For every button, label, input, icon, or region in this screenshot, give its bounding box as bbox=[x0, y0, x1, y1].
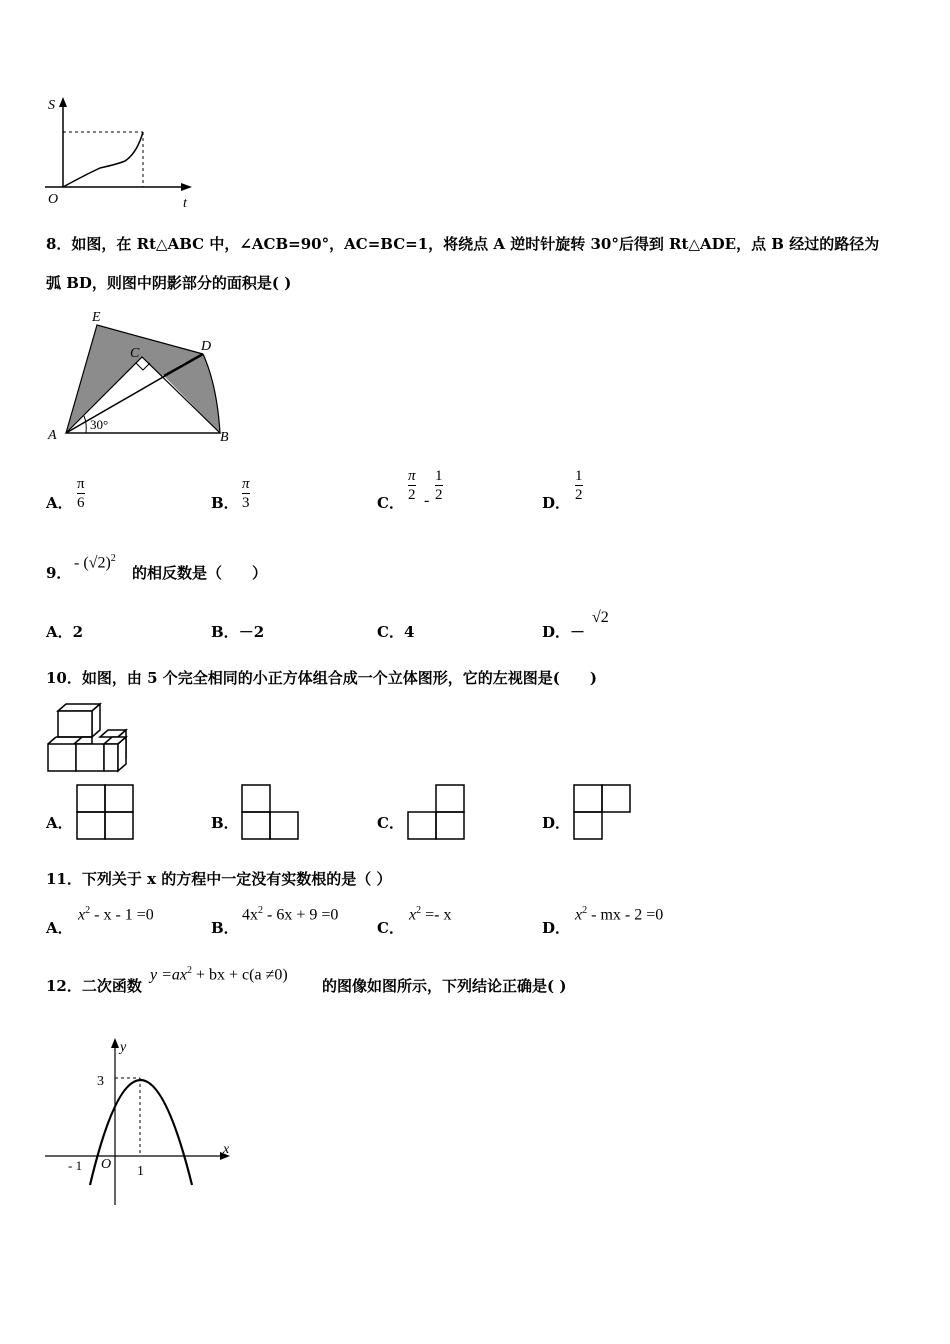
x-axis-arrow bbox=[181, 183, 192, 191]
q12-equation: $y =ax^2$ + bx + c(a ≠0) bbox=[150, 965, 288, 984]
q8-stem-line1: 8．如图，在 Rt△ABC 中，∠ACB=90°，AC=BC=1，将绕点 A 逆时针旋转 30°后得到 Rt△ADE，点 B 经过的路径为 bbox=[46, 235, 880, 253]
q9-option-d-sqrt: √2 bbox=[592, 609, 609, 626]
q11-option-d-letter[interactable]: D． bbox=[542, 919, 571, 937]
bottom-cube-mid bbox=[76, 744, 104, 771]
q9-option-a[interactable]: A．2 bbox=[46, 623, 84, 641]
q11-option-c-letter[interactable]: C． bbox=[377, 919, 404, 937]
q10-stem: 10．如图，由 5 个完全相同的小正方体组合成一个立体图形，它的左视图是( ) bbox=[46, 669, 597, 687]
q8-option-c-letter[interactable]: C． bbox=[377, 494, 404, 512]
label-y: y bbox=[120, 1040, 127, 1055]
q10-option-a-figure[interactable] bbox=[76, 784, 136, 842]
q8-option-d-fraction bbox=[575, 468, 583, 503]
q9-expression bbox=[74, 553, 116, 572]
s-t-curve bbox=[63, 132, 143, 187]
q10-option-b-letter[interactable]: B． bbox=[211, 814, 239, 832]
denominator: 2 bbox=[408, 487, 416, 503]
top-cube-front bbox=[58, 711, 92, 737]
q10-option-c-figure[interactable] bbox=[407, 784, 467, 842]
numerator: 1 bbox=[575, 468, 583, 484]
q9-option-d[interactable]: D．－ bbox=[542, 623, 586, 641]
q10-option-b-figure[interactable] bbox=[241, 784, 301, 842]
q11-option-b-letter[interactable]: B． bbox=[211, 919, 239, 937]
q10-option-c-letter[interactable]: C． bbox=[377, 814, 404, 832]
q8-option-a-fraction bbox=[77, 476, 85, 511]
q12-number: 12．二次函数 bbox=[46, 977, 142, 995]
numerator: π bbox=[408, 468, 416, 484]
q10-option-d-letter[interactable]: D． bbox=[542, 814, 571, 832]
q12-stem: 的图像如图所示，下列结论正确是( ) bbox=[322, 977, 567, 995]
denominator: 3 bbox=[242, 495, 250, 511]
label-e: E bbox=[92, 310, 101, 325]
q9-option-c[interactable]: C．4 bbox=[377, 623, 415, 641]
s-t-graph bbox=[40, 95, 200, 210]
q9-option-b[interactable]: B．－2 bbox=[211, 623, 265, 641]
q8-option-b-fraction bbox=[242, 476, 250, 511]
q11-option-a-letter[interactable]: A． bbox=[46, 919, 73, 937]
numerator: π bbox=[77, 476, 85, 492]
label-x: x bbox=[223, 1142, 230, 1157]
q9-number: 9． bbox=[46, 564, 72, 582]
axis-label-t: t bbox=[183, 196, 187, 210]
q10-option-d-figure[interactable] bbox=[573, 784, 633, 842]
y-axis-arrow bbox=[59, 97, 67, 107]
q11-option-c-equation: $x^2 =- x$ bbox=[409, 905, 452, 924]
label-tick-1: 1 bbox=[137, 1164, 144, 1179]
label-tick-neg1: - 1 bbox=[68, 1158, 83, 1173]
q11-option-a-equation: $x^2 - x - 1 =0$ bbox=[78, 905, 154, 924]
label-angle-30: 30° bbox=[90, 417, 109, 432]
q11-option-b-equation: $4x^2 - 6x + 9 =0$ bbox=[242, 905, 339, 924]
q11-option-d-equation: $x^2$ - mx - 2 =0 bbox=[575, 905, 664, 924]
numerator: π bbox=[242, 476, 250, 492]
q8-option-b-letter[interactable]: B． bbox=[211, 494, 239, 512]
denominator: 2 bbox=[435, 487, 443, 503]
q8-stem-line2: 弧 BD，则图中阴影部分的面积是( ) bbox=[46, 274, 292, 292]
q10-cube-figure bbox=[44, 700, 134, 775]
q8-option-d-letter[interactable]: D． bbox=[542, 494, 571, 512]
label-origin: O bbox=[101, 1157, 112, 1172]
denominator: 2 bbox=[575, 487, 583, 503]
q9-stem: 的相反数是（ ） bbox=[132, 564, 268, 582]
axis-label-s: S bbox=[48, 98, 55, 113]
q8-option-c-fraction2 bbox=[435, 468, 443, 503]
y-axis-arrow bbox=[111, 1038, 119, 1048]
q8-option-c-fraction1 bbox=[408, 468, 416, 503]
label-d: D bbox=[201, 339, 212, 354]
q8-option-c-minus: - bbox=[424, 492, 430, 509]
expr-exponent: 2 bbox=[110, 553, 116, 564]
q8-option-a-letter[interactable]: A． bbox=[46, 494, 73, 512]
bottom-cube-left bbox=[48, 744, 76, 771]
q11-stem: 11．下列关于 x 的方程中一定没有实数根的是（ ） bbox=[46, 870, 392, 888]
origin-label: O bbox=[48, 192, 59, 207]
expr-base: - (√2) bbox=[74, 554, 111, 572]
denominator: 6 bbox=[77, 495, 85, 511]
label-c: C bbox=[130, 346, 140, 361]
label-b: B bbox=[220, 430, 229, 445]
numerator: 1 bbox=[435, 468, 443, 484]
q12-parabola-graph bbox=[40, 1035, 240, 1210]
label-a: A bbox=[48, 428, 57, 443]
q10-option-a-letter[interactable]: A． bbox=[46, 814, 73, 832]
q8-rotation-figure bbox=[42, 305, 242, 450]
label-tick-3: 3 bbox=[97, 1074, 104, 1089]
